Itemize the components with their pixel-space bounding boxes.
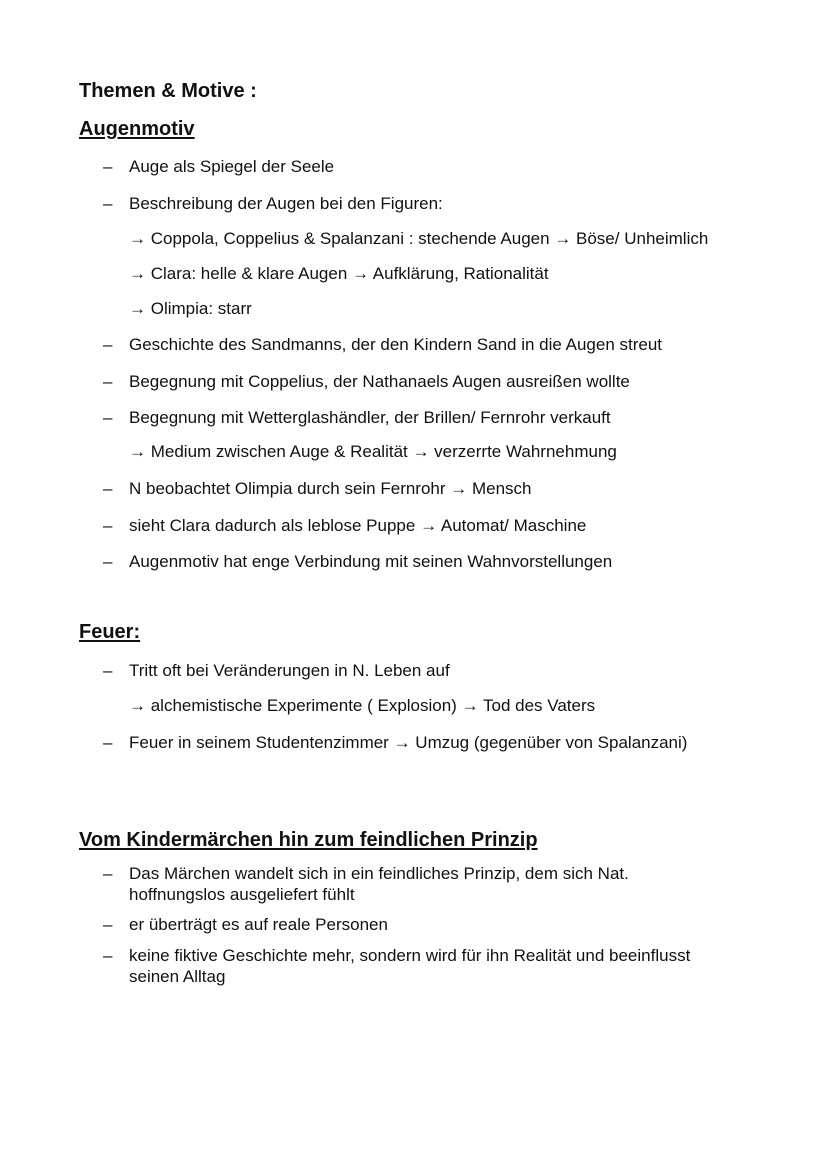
page-title: Themen & Motive : <box>79 80 257 102</box>
sub-item: → Olimpia: starr <box>129 299 252 318</box>
bullet-dash: – <box>103 915 113 934</box>
list-item: sieht Clara dadurch als leblose Puppe → Automat/ Maschine <box>129 516 587 535</box>
bullet-dash: – <box>103 946 113 965</box>
list-item: Das Märchen wandelt sich in ein feindliches Prinzip, dem sich Nat. <box>129 864 629 883</box>
bullet-dash: – <box>103 372 113 391</box>
bullet-dash: – <box>103 733 113 752</box>
list-item: Begegnung mit Wetterglashändler, der Brillen/ Fernrohr verkauft <box>129 408 611 427</box>
list-item: Feuer in seinem Studentenzimmer → Umzug (gegenüber von Spalanzani) <box>129 733 688 752</box>
sub-item: → Coppola, Coppelius & Spalanzani : stechende Augen → Böse/ Unheimlich <box>129 229 709 248</box>
bullet-dash: – <box>103 194 113 213</box>
list-item: er überträgt es auf reale Personen <box>129 915 388 934</box>
section-title-augenmotiv: Augenmotiv <box>79 118 195 140</box>
list-item: keine fiktive Geschichte mehr, sondern wird für ihn Realität und beeinflusst <box>129 946 691 965</box>
list-item-continuation: hoffnungslos ausgeliefert fühlt <box>129 885 355 904</box>
bullet-dash: – <box>103 864 113 883</box>
sub-item: → Clara: helle & klare Augen → Aufklärung, Rationalität <box>129 264 549 283</box>
sub-item: → alchemistische Experimente ( Explosion) → Tod des Vaters <box>129 696 596 715</box>
bullet-dash: – <box>103 157 113 176</box>
list-item: Geschichte des Sandmanns, der den Kindern Sand in die Augen streut <box>129 335 663 354</box>
bullet-dash: – <box>103 516 113 535</box>
list-item-continuation: seinen Alltag <box>129 967 226 986</box>
sub-item: → Medium zwischen Auge & Realität → verzerrte Wahrnehmung <box>129 442 617 461</box>
bullet-dash: – <box>103 552 113 571</box>
section-title-kindermaerchen: Vom Kindermärchen hin zum feindlichen Prinzip <box>79 829 538 851</box>
section-title-feuer: Feuer: <box>79 621 141 643</box>
list-item: N beobachtet Olimpia durch sein Fernrohr → Mensch <box>129 479 532 498</box>
list-item: Tritt oft bei Veränderungen in N. Leben auf <box>129 661 450 680</box>
list-item: Begegnung mit Coppelius, der Nathanaels Augen ausreißen wollte <box>129 372 630 391</box>
list-item: Auge als Spiegel der Seele <box>129 157 335 176</box>
list-item: Augenmotiv hat enge Verbindung mit seinen Wahnvorstellungen <box>129 552 613 571</box>
bullet-dash: – <box>103 408 113 427</box>
bullet-dash: – <box>103 479 113 498</box>
list-item: Beschreibung der Augen bei den Figuren: <box>129 194 443 213</box>
bullet-dash: – <box>103 661 113 680</box>
bullet-dash: – <box>103 335 113 354</box>
